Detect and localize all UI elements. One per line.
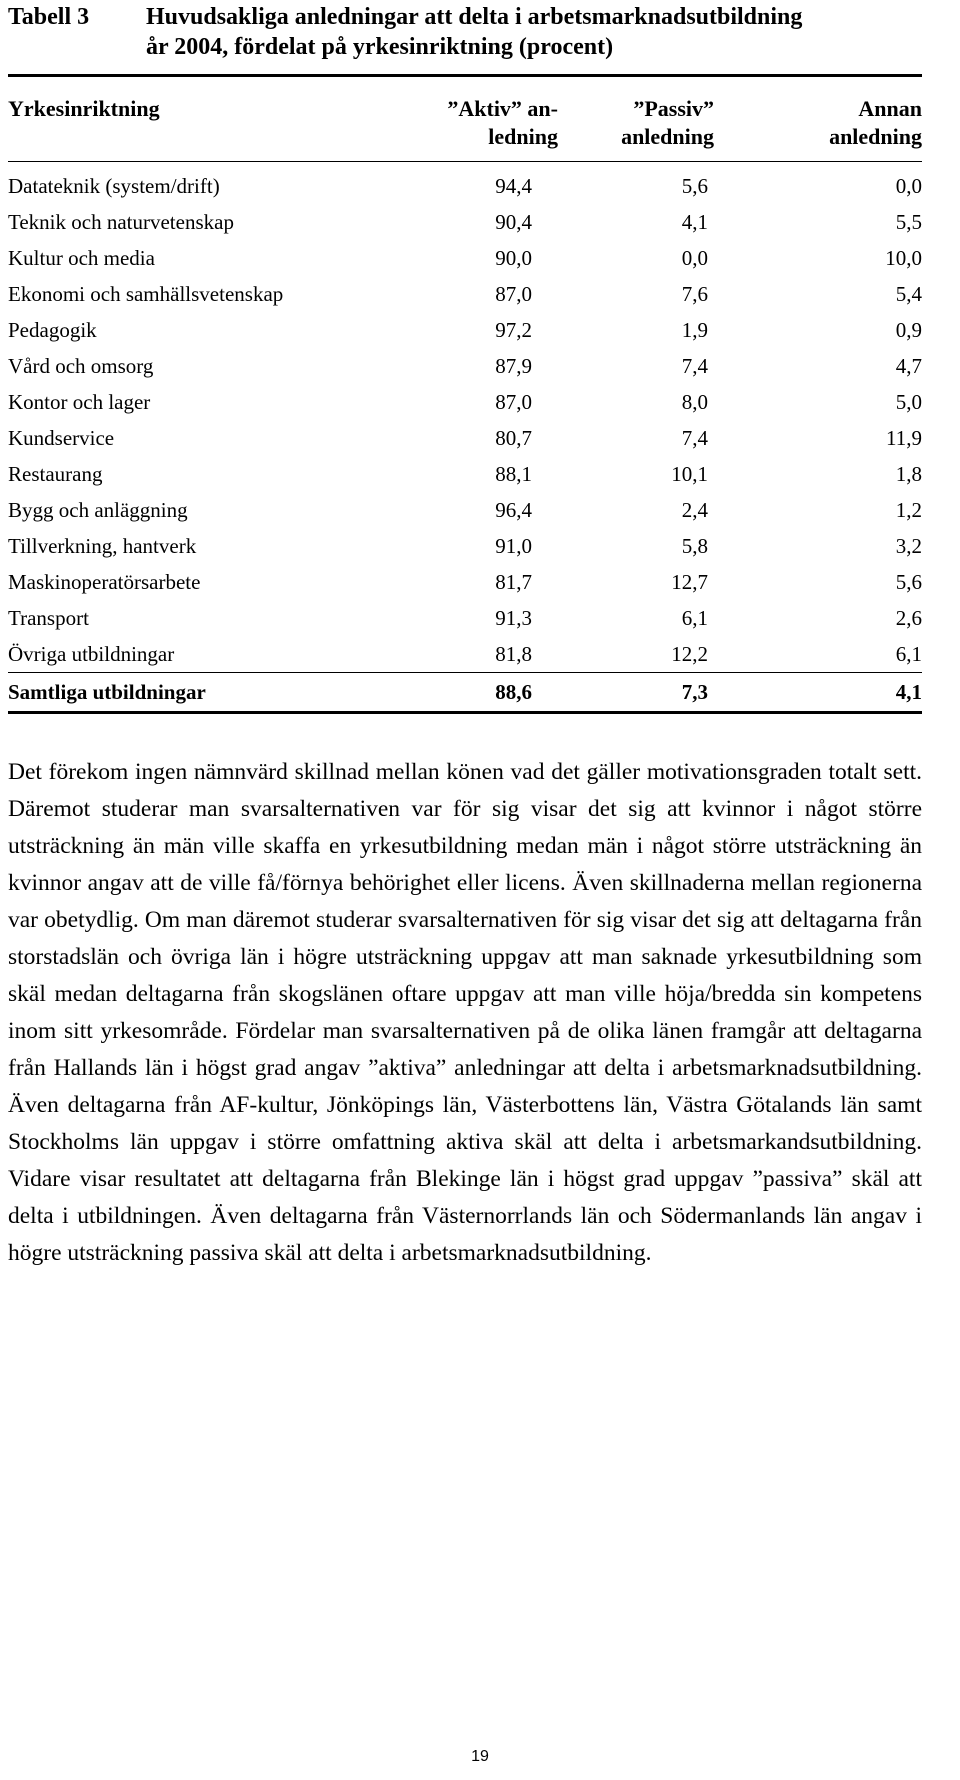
annan-cell: 5,5 <box>895 210 922 234</box>
body-paragraph: Det förekom ingen nämnvärd skillnad mellan könen vad det gäller motivationsgraden totalt sett. Däremot studerar man svarsalternativen var för sig visar det sig att kvinnor i något större utsträckning än män ville skaffa en yrkesutbildning medan män i något större utsträckning än kvinnor angav att de ville få/förnya behörighet eller licens. Även skillnaderna mellan regionerna var obetydlig. Om man däremot studerar svarsalternativen för sig visar det sig att deltagarna från storstadslän och övriga län i högre utsträckning uppgav att man saknade yrkesutbildning som skäl medan deltagarna från skogslänen oftare uppgav att man ville höja/bredda sin kompetens inom sitt yrkesområde. Fördelar man svarsalternativen på de olika länen framgår att deltagarna från Hallands län i högst grad angav ”aktiva” anledningar att delta i arbetsmarknadsutbildning. Även deltagarna från AF-kultur, Jönköpings län, Västerbottens län, Västra Götalands län samt Stockholms län uppgav i större omfattning aktiva skäl att delta i arbetsmarkandsutbildning. Vidare visar resultatet att deltagarna från Blekinge län i högst grad uppgav ”passiva” skäl att delta i utbildningen. Även deltagarna från Västernorrlands län och Södermanlands län angav i högre utsträckning passiva skäl att delta i arbetsmarknadsutbildning. <box>8 759 922 1266</box>
passiv-cell: 12,7 <box>671 570 708 594</box>
category-cell: Kultur och media <box>8 246 155 270</box>
table-row <box>8 348 922 384</box>
passiv-cell: 5,8 <box>681 534 708 558</box>
total-passiv: 7,3 <box>566 673 744 713</box>
header-aktiv: ”Aktiv” an- ledning <box>447 96 558 149</box>
table-row <box>8 528 922 564</box>
passiv-cell: 7,6 <box>681 282 708 306</box>
passiv-cell: 2,4 <box>681 498 708 522</box>
annan-cell: 0,0 <box>895 174 922 198</box>
annan-cell: 2,6 <box>895 606 922 630</box>
category-cell: Datateknik (system/drift) <box>8 174 220 198</box>
total-annan: 4,1 <box>744 673 922 713</box>
category-cell: Tillverkning, hantverk <box>8 534 197 558</box>
header-annan: Annan anledning <box>829 96 922 149</box>
aktiv-cell: 80,7 <box>495 426 532 450</box>
table-row <box>8 564 922 600</box>
table-row <box>8 636 922 673</box>
aktiv-cell: 90,0 <box>495 246 532 270</box>
passiv-cell: 8,0 <box>681 390 708 414</box>
table-row <box>8 492 922 528</box>
category-cell: Bygg och anläggning <box>8 498 188 522</box>
header-category: Yrkesinriktning <box>8 96 160 121</box>
table-row <box>8 204 922 240</box>
passiv-cell: 4,1 <box>681 210 708 234</box>
category-cell: Teknik och naturvetenskap <box>8 210 234 234</box>
aktiv-cell: 91,3 <box>495 606 532 630</box>
annan-cell: 11,9 <box>886 426 922 450</box>
passiv-cell: 7,4 <box>681 426 708 450</box>
passiv-cell: 0,0 <box>681 246 708 270</box>
aktiv-cell: 96,4 <box>495 498 532 522</box>
aktiv-cell: 88,1 <box>495 462 532 486</box>
aktiv-cell: 81,7 <box>495 570 532 594</box>
passiv-cell: 10,1 <box>671 462 708 486</box>
category-cell: Transport <box>8 606 89 630</box>
category-cell: Kundservice <box>8 426 115 450</box>
total-aktiv: 88,6 <box>388 673 566 713</box>
aktiv-cell: 97,2 <box>495 318 532 342</box>
passiv-cell: 7,4 <box>681 354 708 378</box>
passiv-cell: 12,2 <box>671 642 708 666</box>
category-cell: Vård och omsorg <box>8 354 154 378</box>
page-number: 19 <box>471 1748 489 1765</box>
table-title-line1: Huvudsakliga anledningar att delta i arbetsmarknadsutbildning <box>146 4 803 30</box>
annan-cell: 4,7 <box>895 354 922 378</box>
aktiv-cell: 81,8 <box>495 642 532 666</box>
aktiv-cell: 94,4 <box>495 174 532 198</box>
header-row <box>8 77 922 161</box>
table-caption <box>8 0 922 62</box>
category-cell: Ekonomi och samhällsvetenskap <box>8 282 284 306</box>
table-block <box>8 0 922 714</box>
table-label: Tabell 3 <box>8 4 90 30</box>
table-row <box>8 420 922 456</box>
category-cell: Kontor och lager <box>8 390 151 414</box>
total-label: Samtliga utbildningar <box>8 673 388 713</box>
annan-cell: 1,2 <box>895 498 922 522</box>
aktiv-cell: 87,0 <box>495 390 532 414</box>
annan-cell: 0,9 <box>895 318 922 342</box>
table-row <box>8 162 922 204</box>
annan-cell: 10,0 <box>885 246 922 270</box>
annan-cell: 5,6 <box>895 570 922 594</box>
passiv-cell: 5,6 <box>681 174 708 198</box>
aktiv-cell: 87,9 <box>495 354 532 378</box>
aktiv-cell: 91,0 <box>495 534 532 558</box>
table-row <box>8 312 922 348</box>
table-row <box>8 240 922 276</box>
annan-cell: 5,0 <box>895 390 922 414</box>
annan-cell: 3,2 <box>895 534 922 558</box>
annan-cell: 5,4 <box>895 282 922 306</box>
table-row <box>8 600 922 636</box>
table-row <box>8 384 922 420</box>
category-cell: Pedagogik <box>8 318 97 342</box>
table-row <box>8 276 922 312</box>
annan-cell: 6,1 <box>895 642 922 666</box>
passiv-cell: 6,1 <box>681 606 708 630</box>
data-table <box>8 77 922 714</box>
total-row <box>8 673 922 713</box>
aktiv-cell: 90,4 <box>495 210 532 234</box>
category-cell: Restaurang <box>8 462 103 486</box>
category-cell: Maskinoperatörsarbete <box>8 570 201 594</box>
aktiv-cell: 87,0 <box>495 282 532 306</box>
passiv-cell: 1,9 <box>681 318 708 342</box>
header-passiv: ”Passiv” anledning <box>621 96 714 149</box>
table-title-line2: år 2004, fördelat på yrkesinriktning (procent) <box>146 34 614 60</box>
table-title <box>146 2 802 62</box>
annan-cell: 1,8 <box>895 462 922 486</box>
table-row <box>8 456 922 492</box>
category-cell: Övriga utbildningar <box>8 642 175 666</box>
